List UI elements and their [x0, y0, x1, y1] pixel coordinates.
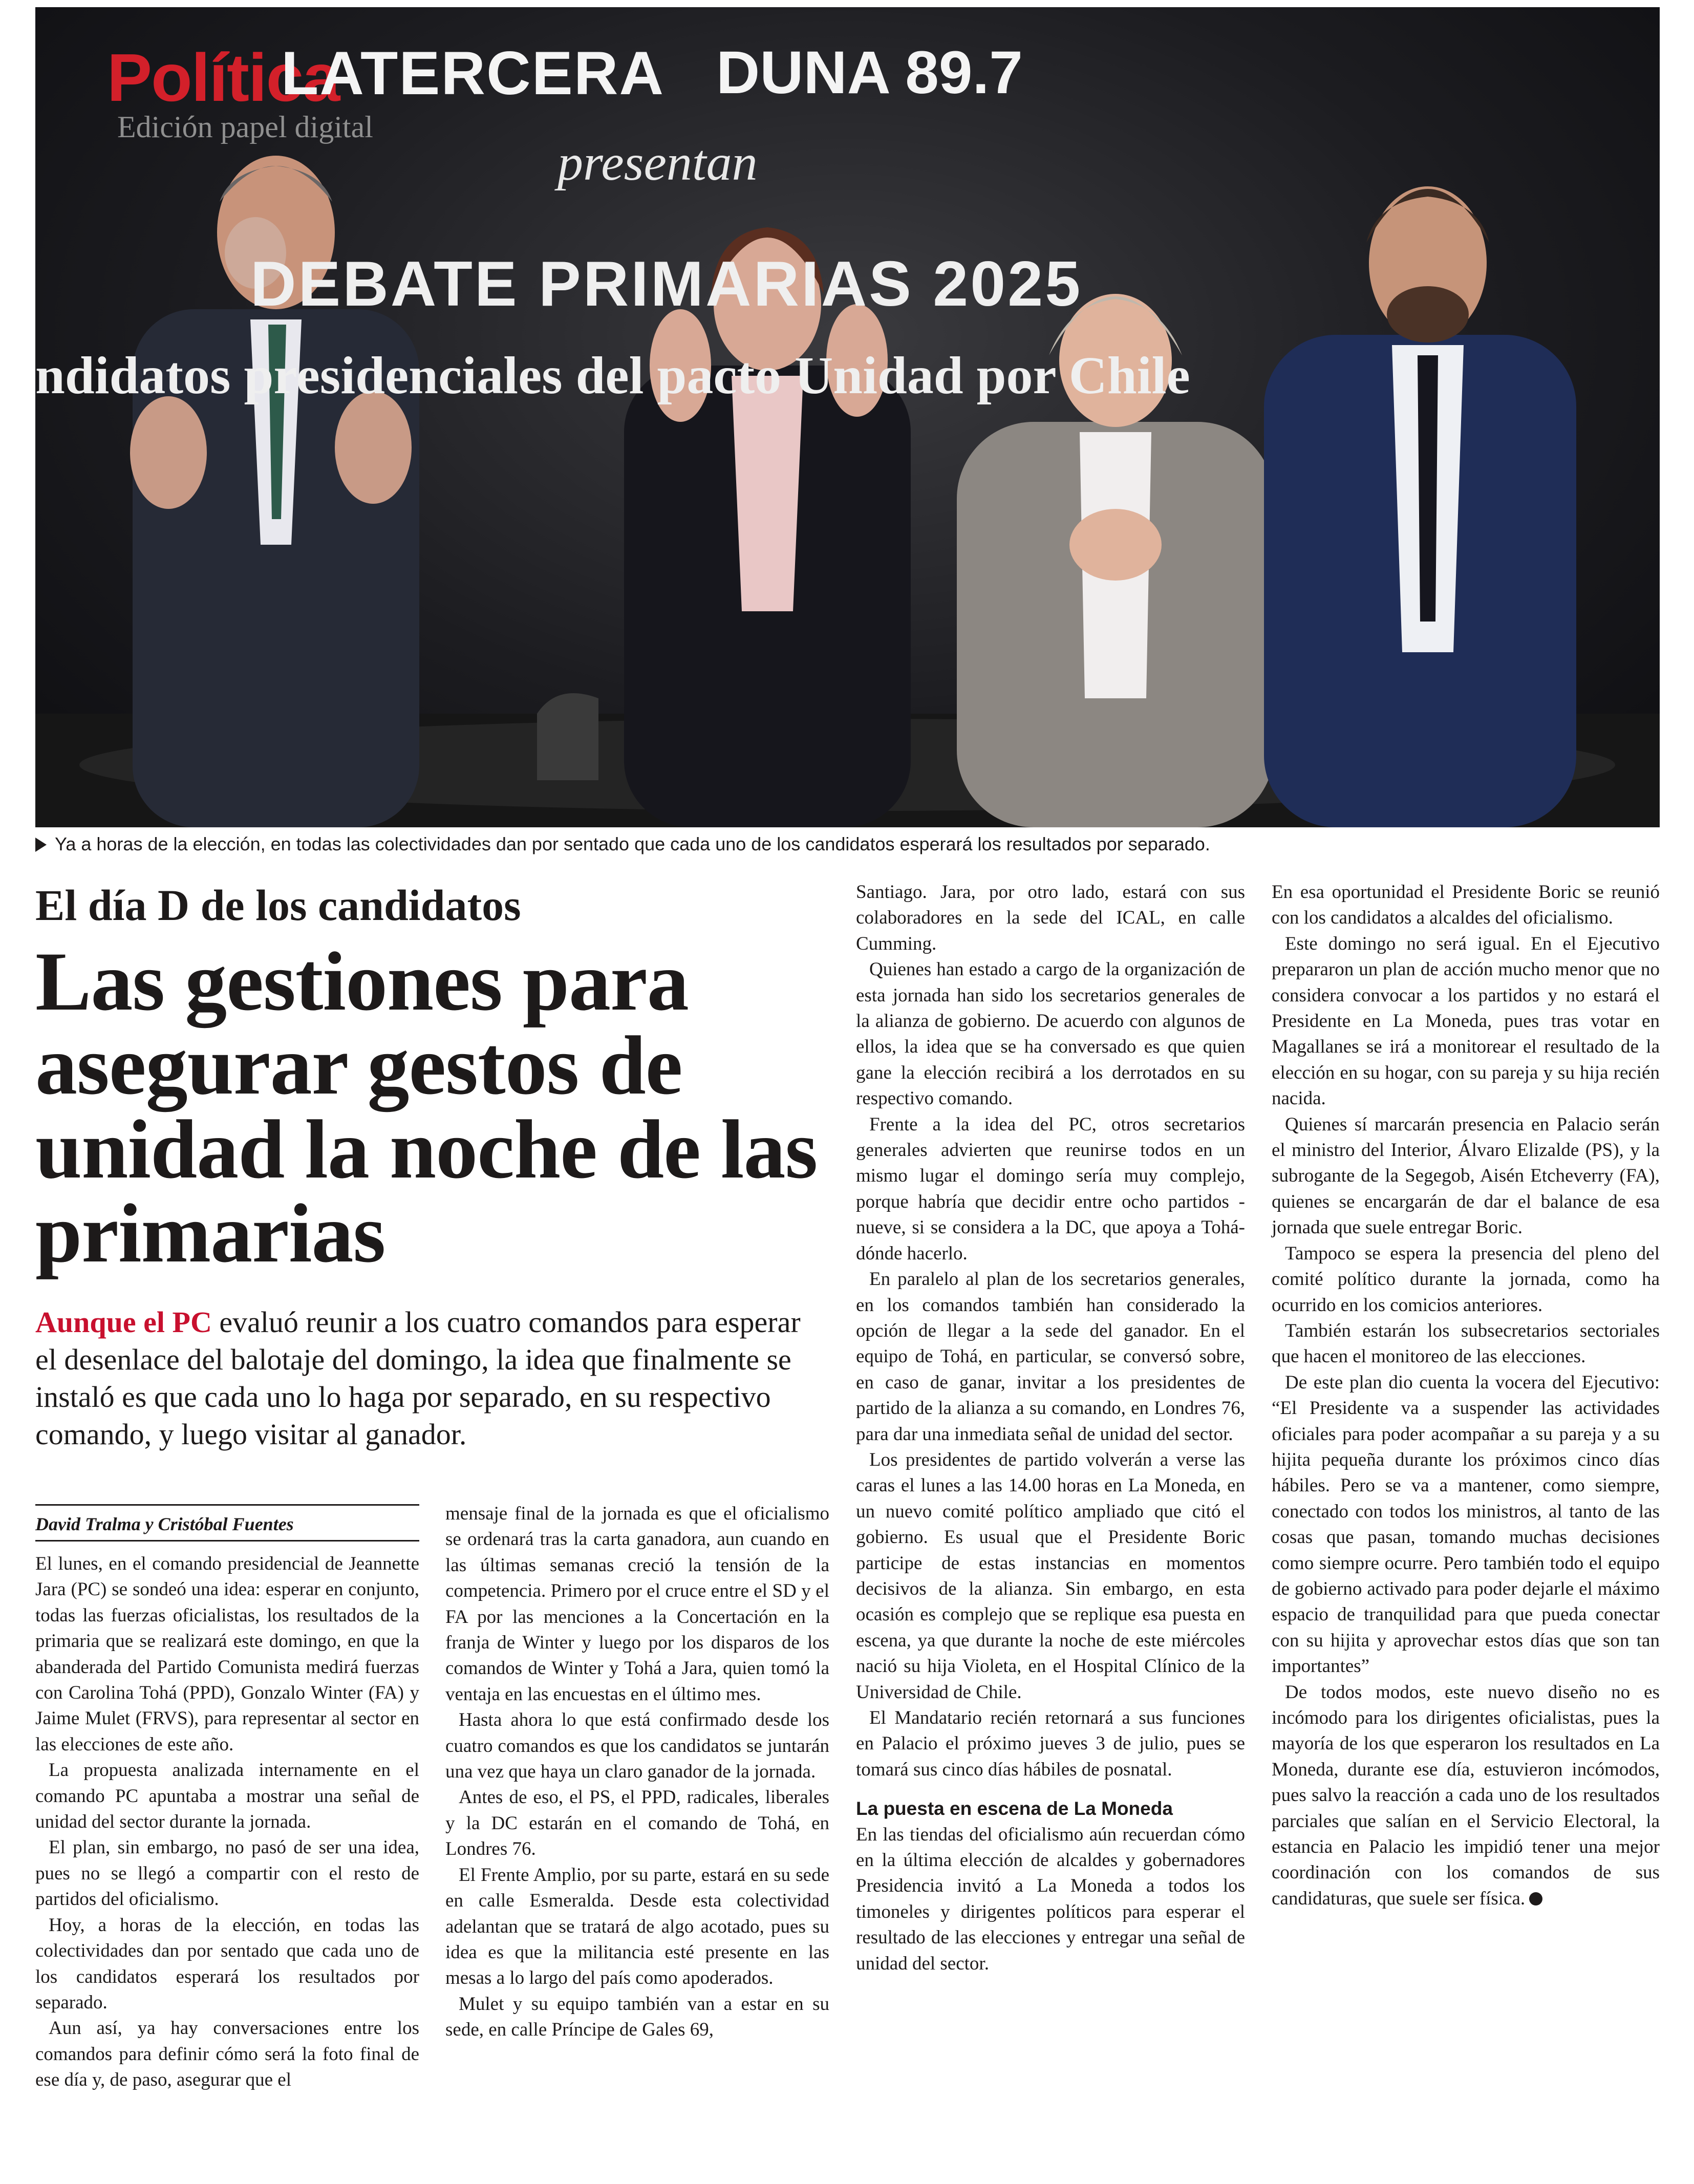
paragraph: Hoy, a horas de la elección, en todas las colectividades dan por sentado que cada uno de los candidatos esperará los resultados por separado.	[35, 1914, 419, 2013]
paragraph: El plan, sin embargo, no pasó de ser una idea, pues no se llegó a compartir con el resto de partidos del oficialismo.	[35, 1837, 419, 1910]
paragraph: Este domingo no será igual. En el Ejecutivo prepararon un plan de acción mucho menor que no considera convocar a los partidos y no estará el Presidente en La Moneda, pues tras votar en Magallanes se irá a monitorear el resultado de la elección en su hogar, con su pareja y su hija recién nacida.	[1272, 933, 1660, 1109]
column-4	[1272, 880, 1660, 1912]
end-mark-icon	[1529, 1892, 1542, 1905]
event-subtitle: ndidatos presidenciales del pacto Unidad por Chile	[35, 346, 1190, 405]
presentan-text: presentan	[557, 134, 758, 191]
section-name: Política	[107, 40, 339, 115]
paragraph: El lunes, en el comando presidencial de Jeannette Jara (PC) se sondeó una idea: esperar en conjunto, todas las fuerzas oficialistas, los resultados de la primaria que se realizará este domingo, en que la abanderada del Partido Comunista medirá fuerzas con Carolina Tohá (PPD), Gonzalo Winter (FA) y Jaime Mulet (FRVS), para representar al sector en las elecciones de este año.	[35, 1553, 419, 1755]
paragraph: Santiago. Jara, por otro lado, estará con sus colaboradores en la sede del ICAL, en calle Cumming.	[856, 882, 1245, 954]
paragraph: Aun así, ya hay conversaciones entre los comandos para definir cómo será la foto final de ese día y, de paso, asegurar que el	[35, 2018, 419, 2091]
deck-lead: Aunque el PC	[35, 1305, 212, 1339]
paragraph: El Frente Amplio, por su parte, estará en su sede en calle Esmeralda. Desde esta colectividad adelantan que se tratará de algo acotado, pues su idea es que la militancia esté presente en las mesas a lo largo del país como apoderados.	[445, 1864, 829, 1989]
byline: David Tralma y Cristóbal Fuentes	[35, 1514, 294, 1534]
byline-rule-bottom	[35, 1540, 419, 1541]
final-paragraph-text: De todos modos, este nuevo diseño no es incómodo para los dirigentes oficialistas, pues la mayoría de los que esperaron los resultados en La Moneda, durante ese día, estuvieron incómodos, pues salvo la reacción a cada uno de los resultados parciales que salían en el Servicio Electoral, la estancia en Palacio les impidió tener una mejor coordinación con los comandos de sus candidaturas, que suele ser física.	[1272, 1681, 1660, 1909]
paragraph: Antes de eso, el PS, el PPD, radicales, liberales y la DC estarán en el comando de Tohá, en Londres 76.	[445, 1787, 829, 1860]
paragraph: Los presidentes de partido volverán a verse las caras el lunes a las 14.00 horas en La Moneda, en un nuevo comité político ampliado que citó el gobierno. Es usual que el Presidente Boric participe de estas instancias en momentos decisivos de la alianza. Sin embargo, en esta ocasión es complejo que se replique esa puesta en escena, ya que durante la noche de este miércoles nació su hija Violeta, en el Hospital Clínico de la Universidad de Chile.	[856, 1449, 1245, 1703]
paragraph: Frente a la idea del PC, otros secretarios generales advierten que reunirse todos en un mismo lugar el domingo sería muy complejo, porque habría que decidir entre ocho partidos -nueve, si se considera a la DC, que apoya a Tohá- dónde hacerlo.	[856, 1114, 1245, 1264]
byline-rule-top	[35, 1504, 419, 1506]
paragraph: El Mandatario recién retornará a sus funciones en Palacio el próximo jueves 3 de julio, pues se tomará sus cinco días hábiles de posnatal.	[856, 1707, 1245, 1780]
radio-logo: DUNA 89.7	[716, 39, 1023, 106]
paragraph: En las tiendas del oficialismo aún recuerdan cómo en la última elección de alcaldes y gobernadores Presidencia invitó a La Moneda a todos los timoneles y dirigentes políticos para esperar el resultado de las elecciones y entregar una señal de unidad del sector.	[856, 1824, 1245, 1974]
subheading: La puesta en escena de La Moneda	[856, 1798, 1173, 1819]
paragraph: También estarán los subsecretarios sectoriales que hacen el monitoreo de las elecciones.	[1272, 1320, 1660, 1367]
caption-arrow-icon	[35, 838, 47, 852]
paragraph: Tampoco se espera la presencia del pleno del comité político durante la jornada, como ha ocurrido en los comicios anteriores.	[1272, 1243, 1660, 1316]
event-title: DEBATE PRIMARIAS 2025	[250, 249, 1083, 319]
edition-label: Edición papel digital	[117, 110, 373, 144]
deck-text: evaluó reunir a los cuatro comandos para esperar el desenlace del balotaje del domingo, la idea que finalmente se instaló es que cada uno lo haga por separado, en su respectivo comando, y luego visitar al ganador.	[35, 1305, 801, 1451]
paragraph: De este plan dio cuenta la vocera del Ejecutivo: “El Presidente va a suspender las actividades oficiales para poder acompañar a su pareja y a su hijita pequeña durante los próximos cinco días hábiles. Pero se va a mantener, como siempre, conectado con todos los ministros, al tanto de las cosas que pasan, tomando muchas decisiones como siempre ocurre. Pero también todo el equipo de gobierno activado para poder dejarle el máximo espacio de tranquilidad para que pueda conectar con su hijita y aprovechar estos días que son tan importantes”	[1272, 1372, 1660, 1677]
caption-text: Ya a horas de la elección, en todas las colectividades dan por sentado que cada uno de los candidatos esperará los resultados por separado.	[55, 833, 1210, 854]
paragraph: La propuesta analizada internamente en el comando PC apuntaba a mostrar una señal de unidad del sector durante la jornada.	[35, 1760, 419, 1833]
lead-photo	[35, 7, 1660, 827]
photo-caption	[35, 833, 1660, 855]
kicker: El día D de los candidatos	[35, 881, 521, 930]
column-3	[856, 880, 1245, 1977]
column-2	[445, 1501, 829, 2043]
paragraph	[1272, 1680, 1660, 1912]
headline: Las gestiones para asegurar gestos de unidad la noche de las primarias	[35, 935, 818, 1280]
brand-logo: LATERCERA	[281, 39, 665, 108]
paragraph: Quienes sí marcarán presencia en Palacio serán el ministro del Interior, Álvaro Elizalde (PS), y la subrogante de la Segegob, Aisén Etcheverry (FA), quienes se encargarán de dar el balance de esa jornada que suele entregar Boric.	[1272, 1114, 1660, 1238]
paragraph: Quienes han estado a cargo de la organización de esta jornada han sido los secretarios generales de la alianza de gobierno. De acuerdo con algunos de ellos, la idea que se ha conversado es que quien gane la elección recibirá a los derrotados en su respectivo comando.	[856, 959, 1245, 1109]
deck	[35, 1303, 824, 1453]
paragraph: mensaje final de la jornada es que el oficialismo se ordenará tras la carta ganadora, aun cuando en las últimas semanas creció la tensión de la competencia. Primero por el cruce entre el SD y el FA por las menciones a la Concertación en la franja de Winter y luego por los disparos de los comandos de Winter y Tohá a Jara, quien tomó la ventaja en las encuestas en el último mes.	[445, 1503, 829, 1705]
column-1	[35, 1551, 419, 2093]
paragraph: En esa oportunidad el Presidente Boric se reunió con los candidatos a alcaldes del oficialismo.	[1272, 882, 1660, 929]
person-4	[1264, 186, 1576, 827]
paragraph: Mulet y su equipo también van a estar en su sede, en calle Príncipe de Gales 69,	[445, 1993, 829, 2041]
paragraph: En paralelo al plan de los secretarios generales, en los comandos también han considerado la opción de llegar a la sede del ganador. En el equipo de Tohá, en particular, se conversó sobre, en caso de ganar, invitar a los presidentes de partido de la alianza a su comando, en Londres 76, para dar una inmediata señal de unidad del sector.	[856, 1269, 1245, 1445]
paragraph: Hasta ahora lo que está confirmado desde los cuatro comandos es que los candidatos se juntarán una vez que haya un claro ganador de la jornada.	[445, 1709, 829, 1783]
